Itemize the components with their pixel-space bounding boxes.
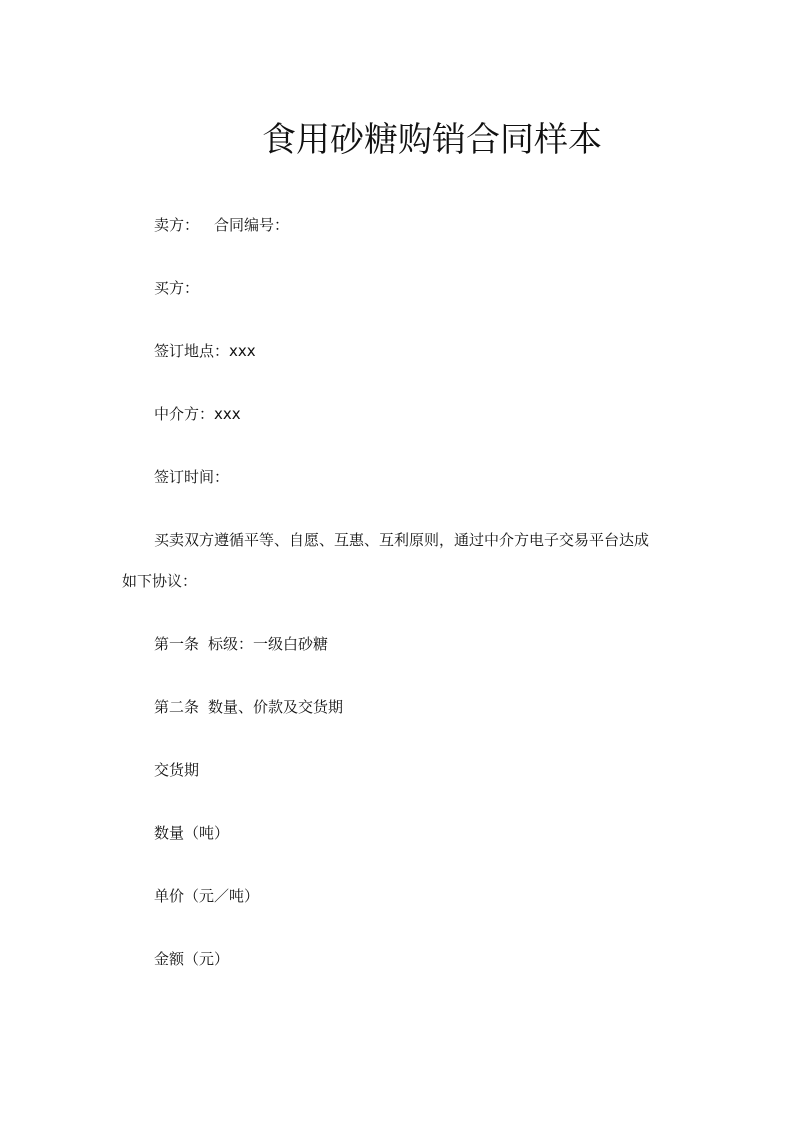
field-amount: 金额（元） — [154, 950, 230, 968]
signing-time-line: 签订时间： — [154, 468, 230, 486]
article-2 — [154, 696, 343, 718]
field-unit-price: 单价（元／吨） — [154, 887, 260, 905]
buyer-line: 买方： — [154, 279, 200, 297]
article-1 — [154, 633, 328, 655]
field-delivery-period: 交货期 — [154, 761, 200, 779]
article-1-text: 标级：一级白砂糖 — [208, 635, 329, 653]
preamble-line-1: 买卖双方遵循平等、自愿、互惠、互利原则，通过中介方电子交易平台达成 — [154, 531, 650, 549]
article-2-text: 数量、价款及交货期 — [208, 698, 344, 716]
signing-place-line: 签订地点：xxx — [154, 342, 256, 360]
contract-number-label: 合同编号： — [214, 216, 290, 234]
intermediary-line: 中介方：xxx — [154, 405, 241, 423]
seller-label: 卖方： — [154, 216, 200, 234]
document-title: 食用砂糖购销合同样本 — [262, 120, 602, 160]
field-quantity: 数量（吨） — [154, 824, 230, 842]
seller-line — [154, 214, 289, 236]
article-2-number: 第二条 — [154, 698, 200, 716]
preamble-line-2: 如下协议： — [122, 572, 198, 590]
article-1-number: 第一条 — [154, 635, 200, 653]
